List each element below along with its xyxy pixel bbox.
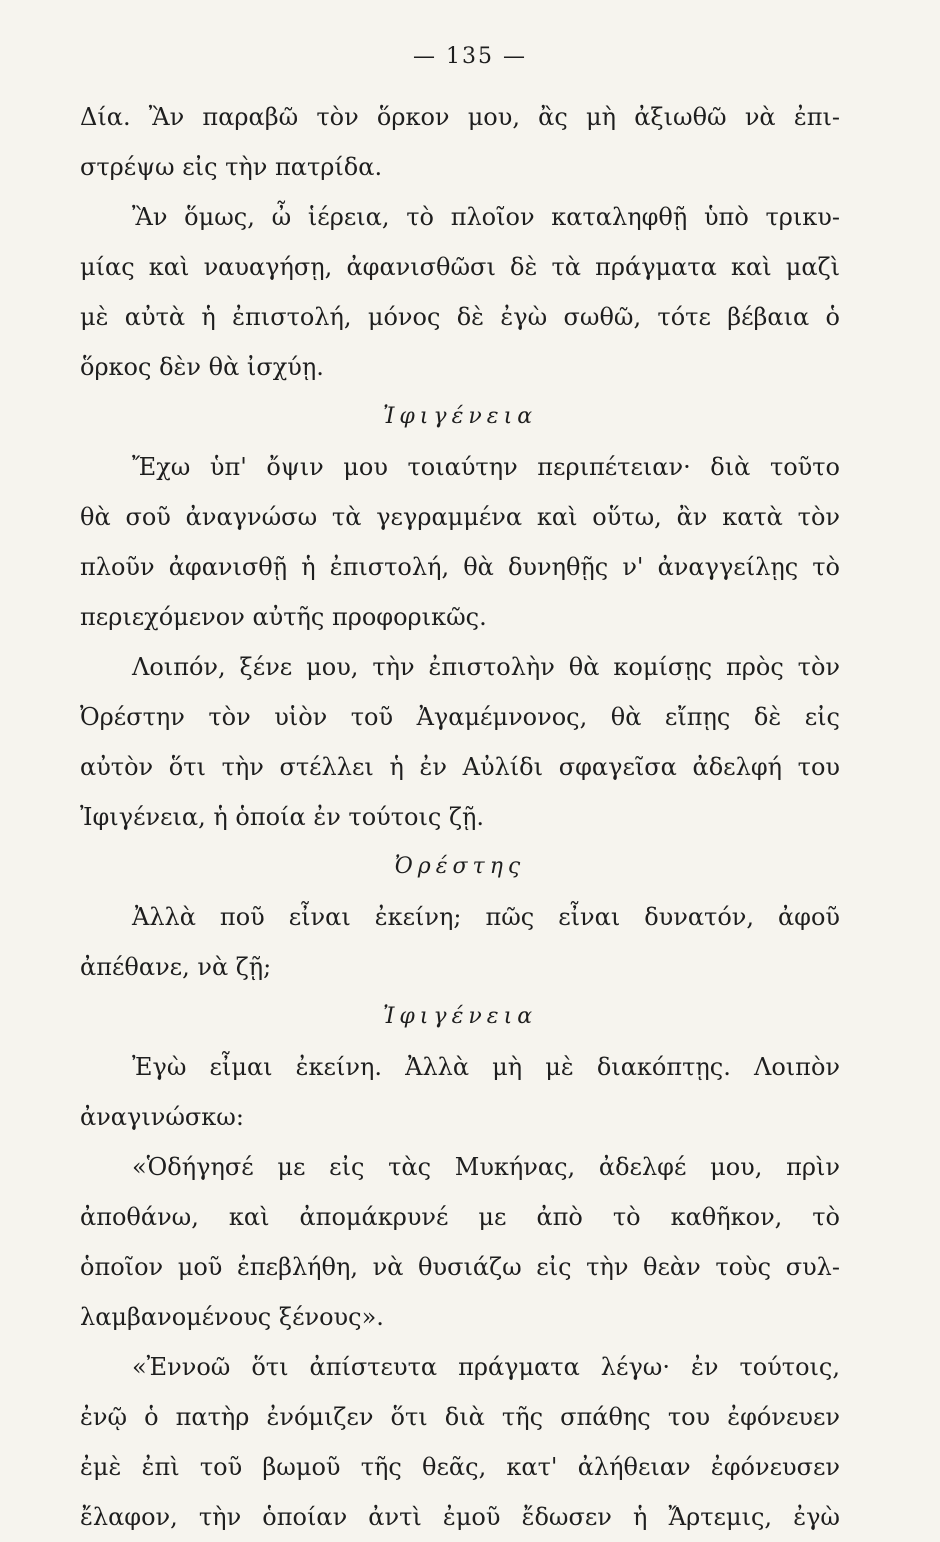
- page-number: — 135 —: [413, 44, 527, 69]
- text-line: «Ὁδήγησέ με εἰς τὰς Μυκήνας, ἀδελφέ μου, πρὶν: [132, 1153, 840, 1181]
- text-line: θὰ σοῦ ἀναγνώσω τὰ γεγραμμένα καὶ οὕτω, ἂν κατὰ τὸν: [80, 503, 840, 531]
- text-line: λαμβανομένους ξένους».: [80, 1303, 384, 1331]
- text-line: μίας καὶ ναυαγήσῃ, ἀφανισθῶσι δὲ τὰ πράγματα καὶ μαζὶ: [80, 253, 840, 281]
- text-line: «Ἐννοῶ ὅτι ἀπίστευτα πράγματα λέγω· ἐν τούτοις,: [132, 1353, 840, 1381]
- text-line: Ἔχω ὑπ' ὄψιν μου τοιαύτην περιπέτειαν· διὰ τοῦτο: [132, 453, 840, 481]
- text-line: ὅρκος δὲν θὰ ἰσχύῃ.: [80, 353, 324, 381]
- text-line: ἀπέθανε, νὰ ζῇ;: [80, 953, 272, 981]
- text-line: αὐτὸν ὅτι τὴν στέλλει ἡ ἐν Αὐλίδι σφαγεῖσα ἀδελφή του: [80, 753, 840, 781]
- text-line: ἐμὲ ἐπὶ τοῦ βωμοῦ τῆς θεᾶς, κατ' ἀλήθειαν ἐφόνευσεν: [80, 1453, 840, 1481]
- text-line: μὲ αὐτὰ ἡ ἐπιστολή, μόνος δὲ ἐγὼ σωθῶ, τότε βέβαια ὁ: [80, 303, 840, 331]
- speaker-heading: Ἰφιγένεια: [382, 404, 538, 429]
- text-line: Ἐγὼ εἶμαι ἐκείνη. Ἀλλὰ μὴ μὲ διακόπτῃς. Λοιπὸν: [132, 1053, 840, 1081]
- text-line: ἔλαφον, τὴν ὁποίαν ἀντὶ ἐμοῦ ἔδωσεν ἡ Ἄρτεμις, ἐγὼ: [80, 1503, 840, 1531]
- text-line: ἀποθάνω, καὶ ἀπομάκρυνέ με ἀπὸ τὸ καθῆκον, τὸ: [80, 1203, 840, 1231]
- text-line: Ἂν ὅμως, ὦ ἱέρεια, τὸ πλοῖον καταληφθῇ ὑπὸ τρικυ-: [132, 203, 840, 231]
- body-text: [80, 92, 840, 1542]
- text-line: Ἰφιγένεια, ἡ ὁποία ἐν τούτοις ζῇ.: [80, 803, 484, 831]
- text-line: Ὀρέστην τὸν υἱὸν τοῦ Ἀγαμέμνονος, θὰ εἴπῃς δὲ εἰς: [80, 703, 840, 731]
- text-line: ὁποῖον μοῦ ἐπεβλήθη, νὰ θυσιάζω εἰς τὴν θεὰν τοὺς συλ-: [80, 1253, 840, 1281]
- speaker-heading: Ὀρέστης: [394, 854, 526, 879]
- speaker-heading: Ἰφιγένεια: [382, 1004, 538, 1029]
- text-line: στρέψω εἰς τὴν πατρίδα.: [80, 153, 383, 181]
- text-line: ἀναγινώσκω:: [80, 1103, 244, 1131]
- text-line: ἐνῷ ὁ πατὴρ ἐνόμιζεν ὅτι διὰ τῆς σπάθης του ἐφόνευεν: [80, 1403, 840, 1431]
- text-line: Δία. Ἂν παραβῶ τὸν ὅρκον μου, ἂς μὴ ἀξιωθῶ νὰ ἐπι-: [80, 103, 840, 131]
- text-line: πλοῦν ἀφανισθῇ ἡ ἐπιστολή, θὰ δυνηθῇς ν' ἀναγγείλῃς τὸ: [80, 553, 840, 581]
- text-line: Λοιπόν, ξένε μου, τὴν ἐπιστολὴν θὰ κομίσῃς πρὸς τὸν: [132, 653, 840, 681]
- text-line: περιεχόμενον αὐτῆς προφορικῶς.: [80, 603, 487, 631]
- text-line: Ἀλλὰ ποῦ εἶναι ἐκείνη; πῶς εἶναι δυνατόν, ἀφοῦ: [132, 903, 840, 931]
